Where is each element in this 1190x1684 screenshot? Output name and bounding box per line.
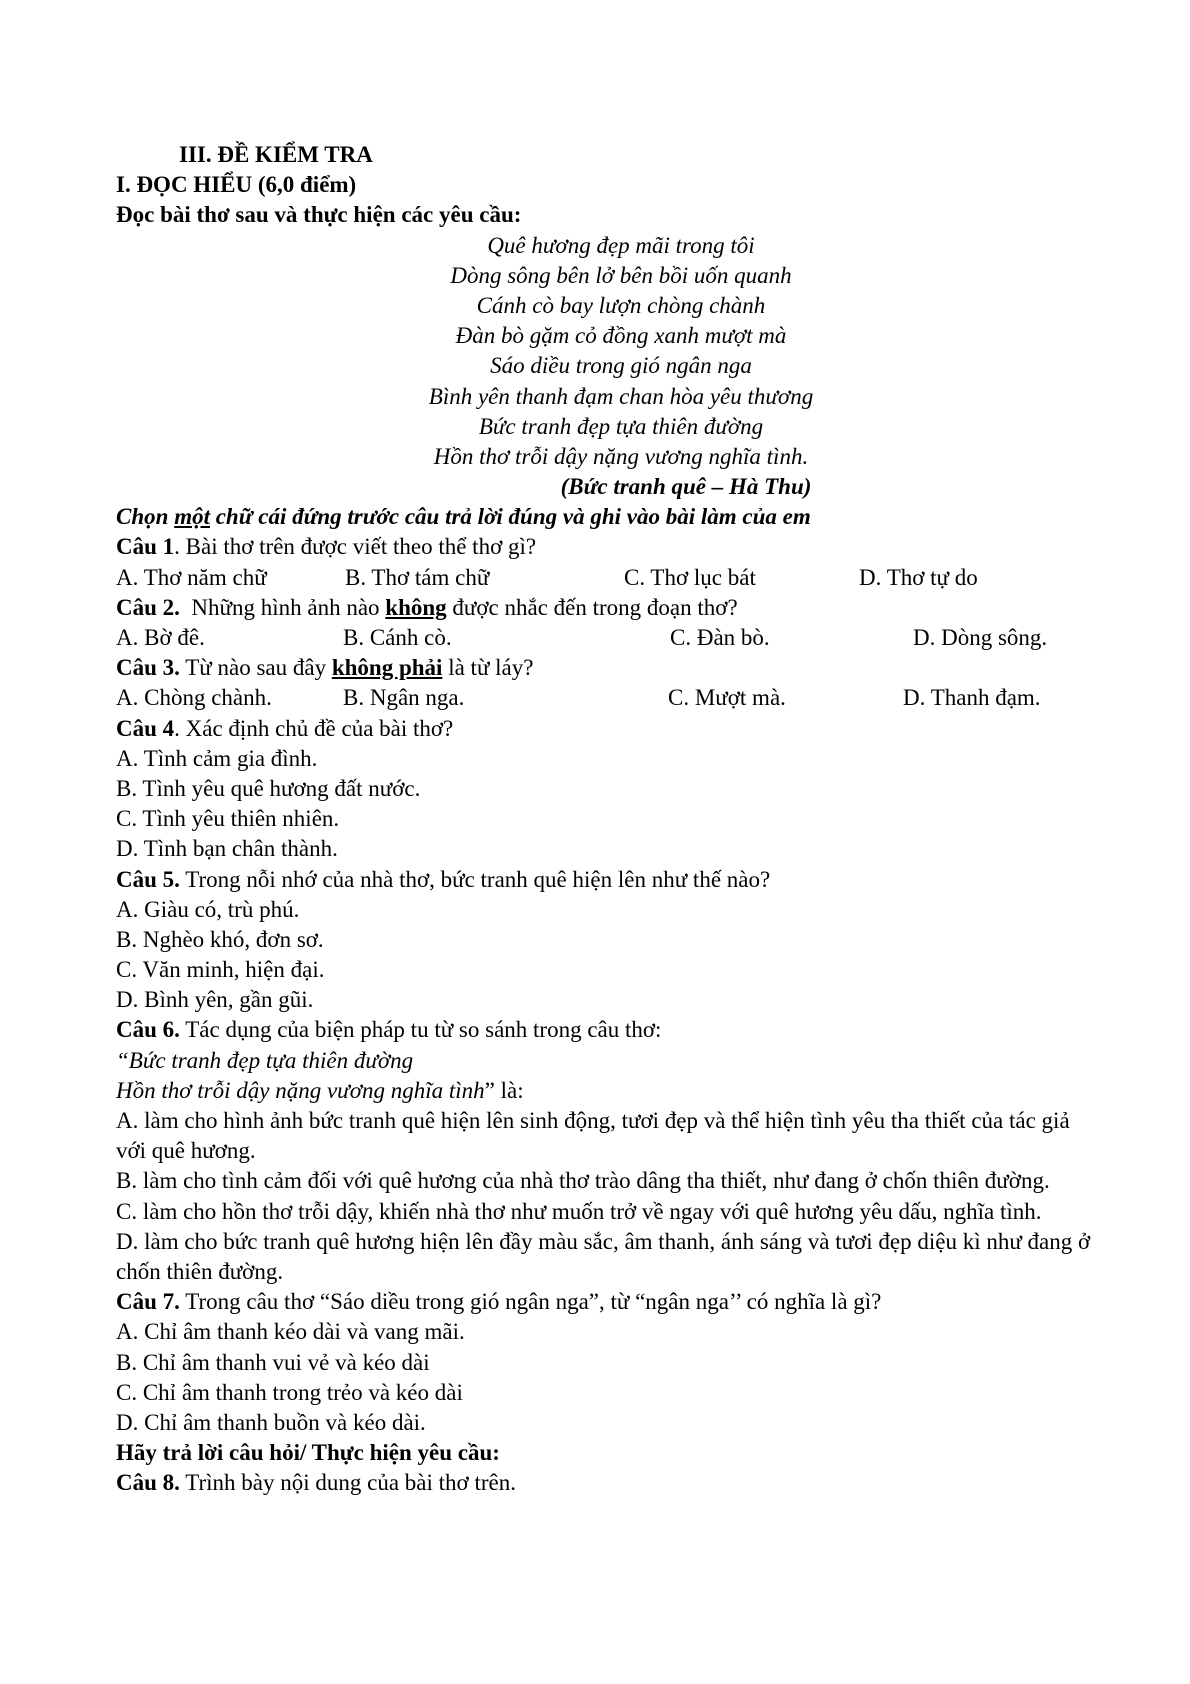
question-1-options (116, 563, 1096, 593)
option-a: A. Chòng chành. (116, 685, 272, 711)
reading-instruction: Đọc bài thơ sau và thực hiện các yêu cầu: (116, 202, 522, 228)
question-text-pre: Những hình ảnh nào (179, 594, 386, 620)
option-c: C. làm cho hồn thơ trỗi dậy, khiến nhà thơ như muốn trở về ngay với quê hương yêu dấu, nghĩa tình. (116, 1198, 1042, 1224)
option-b: B. Cánh cò. (343, 625, 452, 650)
question-1 (116, 532, 1096, 562)
option-b: B. Nghèo khó, đơn sơ. (116, 926, 324, 952)
question-emphasis: không phải (331, 655, 443, 681)
option-d: D. làm cho bức tranh quê hương hiện lên đầy màu sắc, âm thanh, ánh sáng và tươi đẹp diệu kì như đang ở chốn thiên đường. (116, 1228, 1091, 1285)
question-label: Câu 6. (116, 1017, 180, 1043)
question-text: . Bài thơ trên được viết theo thể thơ gì? (174, 534, 537, 560)
poem-line: Bức tranh đẹp tựa thiên đường (478, 413, 764, 439)
quote-tail: ” là: (484, 1077, 524, 1103)
option-a: A. Bờ đê. (116, 625, 205, 650)
option-d: D. Tình bạn chân thành. (116, 836, 338, 862)
poem-line: Dòng sông bên lở bên bồi uốn quanh (450, 262, 792, 288)
question-text: . Xác định chủ đề của bài thơ? (174, 715, 454, 741)
choose-instruction-emph: một (174, 504, 210, 530)
question-2-options (116, 623, 1096, 653)
part-title: I. ĐỌC HIỂU (6,0 điểm) (116, 172, 357, 198)
option-d: D. Thơ tự do (859, 564, 978, 590)
question-8 (116, 1468, 1096, 1498)
question-label: Câu 8. (116, 1470, 180, 1496)
option-b: B. làm cho tình cảm đối với quê hương của nhà thơ trào dâng tha thiết, như đang ở chốn thiên đường. (116, 1168, 1050, 1194)
option-b: B. Chỉ âm thanh vui vẻ và kéo dài (116, 1349, 430, 1375)
question-emphasis: không (385, 594, 447, 620)
question-text-post: được nhắc đến trong đoạn thơ? (446, 594, 738, 620)
option-c: C. Mượt mà. (668, 685, 786, 711)
quote-line-text: Hồn thơ trỗi dậy nặng vương nghĩa tình (116, 1077, 485, 1103)
question-text: Trong câu thơ “Sáo diều trong gió ngân nga”, từ “ngân nga’’ có nghĩa là gì? (179, 1289, 882, 1315)
option-c: C. Thơ lục bát (624, 564, 756, 590)
option-d: D. Dòng sông. (913, 625, 1048, 650)
question-6 (116, 1015, 1096, 1045)
answer-instruction: Hãy trả lời câu hỏi/ Thực hiện yêu cầu: (116, 1440, 500, 1466)
choose-instruction-pre: Chọn (116, 504, 175, 530)
option-b: B. Ngân nga. (343, 685, 465, 711)
poem-line: Sáo diều trong gió ngân nga (490, 353, 752, 379)
question-label: Câu 7. (116, 1289, 180, 1315)
poem-line: Quê hương đẹp mãi trong tôi (487, 232, 755, 258)
question-label: Câu 2. (116, 594, 180, 620)
option-c: C. Tình yêu thiên nhiên. (116, 806, 340, 832)
option-c: C. Văn minh, hiện đại. (116, 957, 325, 983)
choose-instruction-post: chữ cái đứng trước câu trả lời đúng và ghi vào bài làm của em (209, 504, 811, 530)
poem (116, 231, 1096, 503)
option-d: D. Thanh đạm. (903, 685, 1041, 711)
question-2 (116, 593, 1096, 623)
option-b: B. Tình yêu quê hương đất nước. (116, 775, 421, 801)
option-c: C. Chỉ âm thanh trong trẻo và kéo dài (116, 1379, 463, 1405)
question-text-post: là từ láy? (442, 655, 534, 681)
poem-source: (Bức tranh quê – Hà Thu) (560, 474, 812, 500)
choose-instruction (116, 502, 1096, 532)
question-label: Câu 1 (116, 534, 175, 560)
quote-line (116, 1076, 1096, 1106)
option-a: A. Tình cảm gia đình. (116, 745, 318, 771)
question-label: Câu 3. (116, 655, 180, 681)
question-3 (116, 653, 1096, 683)
question-text: Trong nỗi nhớ của nhà thơ, bức tranh quê hiện lên như thế nào? (179, 866, 771, 892)
question-3-options (116, 683, 1096, 713)
option-b: B. Thơ tám chữ (345, 564, 490, 590)
poem-line: Đàn bò gặm cỏ đồng xanh mượt mà (455, 323, 787, 349)
poem-line: Hồn thơ trỗi dậy nặng vương nghĩa tình. (433, 443, 809, 469)
question-text: Tác dụng của biện pháp tu từ so sánh trong câu thơ: (179, 1017, 662, 1043)
question-text: Trình bày nội dung của bài thơ trên. (179, 1470, 516, 1496)
section-title: III. ĐỀ KIỂM TRA (179, 142, 373, 167)
option-a: A. Thơ năm chữ (116, 564, 267, 590)
option-a: A. Giàu có, trù phú. (116, 896, 300, 922)
option-c: C. Đàn bò. (670, 625, 770, 650)
poem-line: Bình yên thanh đạm chan hòa yêu thương (428, 383, 814, 409)
option-a: A. Chỉ âm thanh kéo dài và vang mãi. (116, 1319, 465, 1345)
question-7 (116, 1287, 1096, 1317)
option-d: D. Chỉ âm thanh buồn và kéo dài. (116, 1409, 426, 1435)
exam-page (116, 140, 1096, 1499)
option-a: A. làm cho hình ảnh bức tranh quê hiện lên sinh động, tươi đẹp và thể hiện tình yêu tha thiết của tác giả với quê hương. (116, 1108, 1070, 1164)
question-4 (116, 714, 1096, 744)
quote-line: “Bức tranh đẹp tựa thiên đường (116, 1047, 414, 1073)
option-d: D. Bình yên, gần gũi. (116, 987, 314, 1013)
question-text-pre: Từ nào sau đây (179, 655, 332, 681)
question-label: Câu 5. (116, 866, 180, 892)
poem-line: Cánh cò bay lượn chòng chành (476, 292, 766, 318)
question-label: Câu 4 (116, 715, 175, 741)
question-5 (116, 865, 1096, 895)
